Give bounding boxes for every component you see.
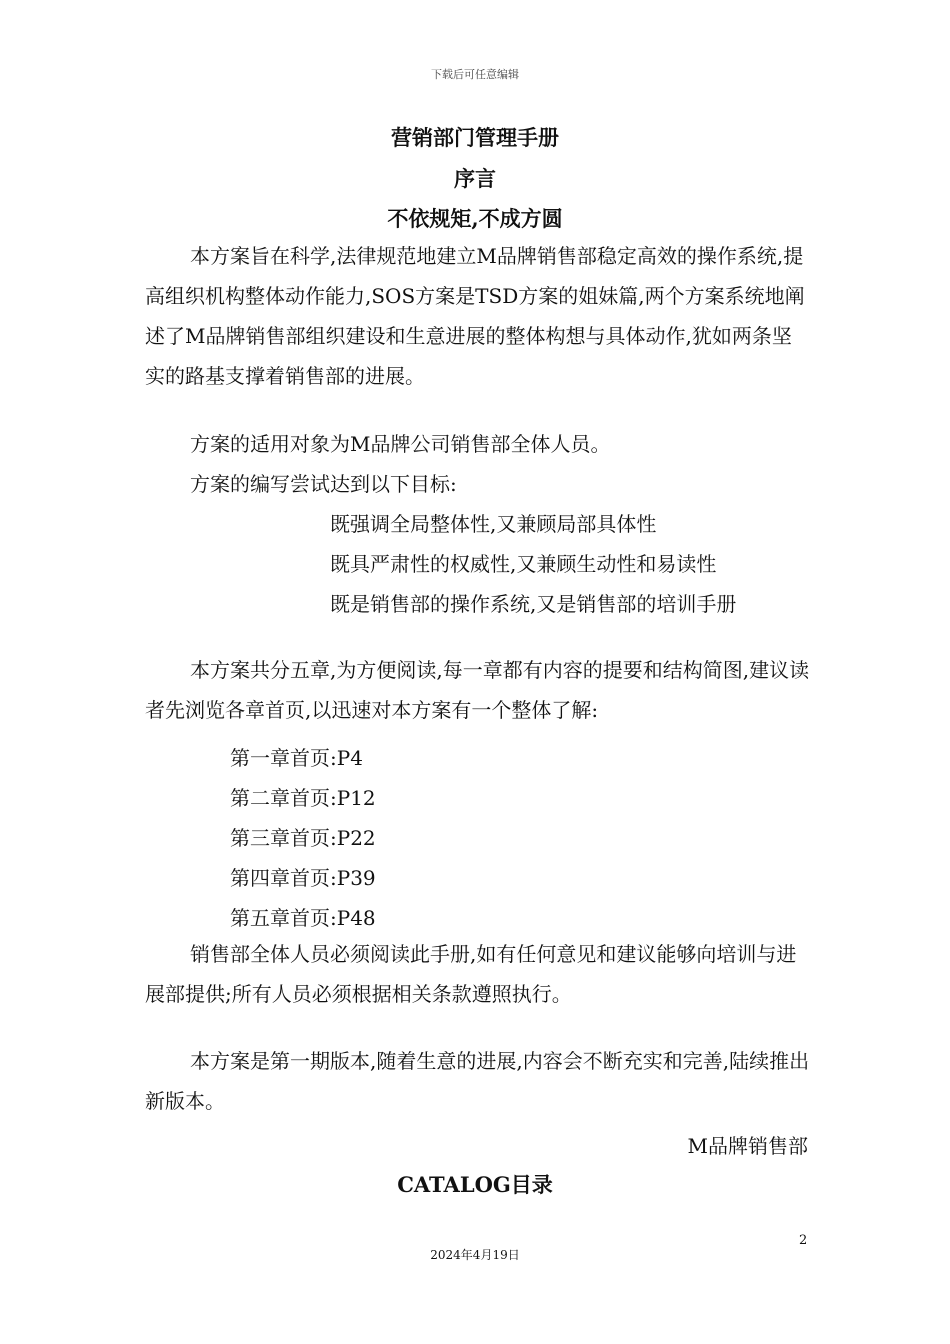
motto-heading: 不依规矩,不成方圆 xyxy=(387,206,563,231)
goal-item: 既强调全局整体性,又兼顾局部具体性 xyxy=(330,512,657,536)
structure-paragraph xyxy=(145,650,810,730)
signature: M品牌销售部 xyxy=(687,1134,808,1158)
chapter-entry: 第三章首页:P22 xyxy=(230,826,376,850)
goal-item: 既是销售部的操作系统,又是销售部的培训手册 xyxy=(330,592,737,616)
page-number: 2 xyxy=(799,1233,808,1248)
chapter-entry: 第二章首页:P12 xyxy=(230,786,376,810)
page-header: 下载后可任意编辑 xyxy=(431,68,519,81)
paragraph-version: 本方案是第一期版本,随着生意的进展,内容会不断充实和完善,陆续推出新版本。 xyxy=(145,1049,810,1113)
scope-paragraphs xyxy=(145,424,810,504)
catalog-heading: CATALOG目录 xyxy=(397,1172,553,1197)
footer-date: 2024年4月19日 xyxy=(430,1248,520,1262)
chapter-entry: 第一章首页:P4 xyxy=(230,746,363,770)
requirement-paragraph xyxy=(145,934,810,1014)
goal-item: 既具严肃性的权威性,又兼顾生动性和易读性 xyxy=(330,552,717,576)
version-paragraph xyxy=(145,1041,810,1121)
document-title: 营销部门管理手册 xyxy=(391,125,559,150)
paragraph-purpose: 本方案旨在科学,法律规范地建立M品牌销售部稳定高效的操作系统,提高组织机构整体动作能力,SOS方案是TSD方案的姐妹篇,两个方案系统地阐述了M品牌销售部组织建设和生意进展的整体构想与具体动作,犹如两条坚实的路基支撑着销售部的进展。 xyxy=(145,244,805,388)
paragraph-requirement: 销售部全体人员必须阅读此手册,如有任何意见和建议能够向培训与进展部提供;所有人员必须根据相关条款遵照执行。 xyxy=(145,942,797,1006)
paragraph-goals-intro: 方案的编写尝试达到以下目标: xyxy=(190,472,457,496)
paragraph-structure: 本方案共分五章,为方便阅读,每一章都有内容的提要和结构简图,建议读者先浏览各章首页,以迅速对本方案有一个整体了解: xyxy=(145,658,810,722)
chapter-entry: 第五章首页:P48 xyxy=(230,906,376,930)
intro-paragraph xyxy=(145,236,810,396)
chapter-entry: 第四章首页:P39 xyxy=(230,866,376,890)
preface-heading: 序言 xyxy=(454,166,496,191)
paragraph-scope: 方案的适用对象为M品牌公司销售部全体人员。 xyxy=(190,432,611,456)
